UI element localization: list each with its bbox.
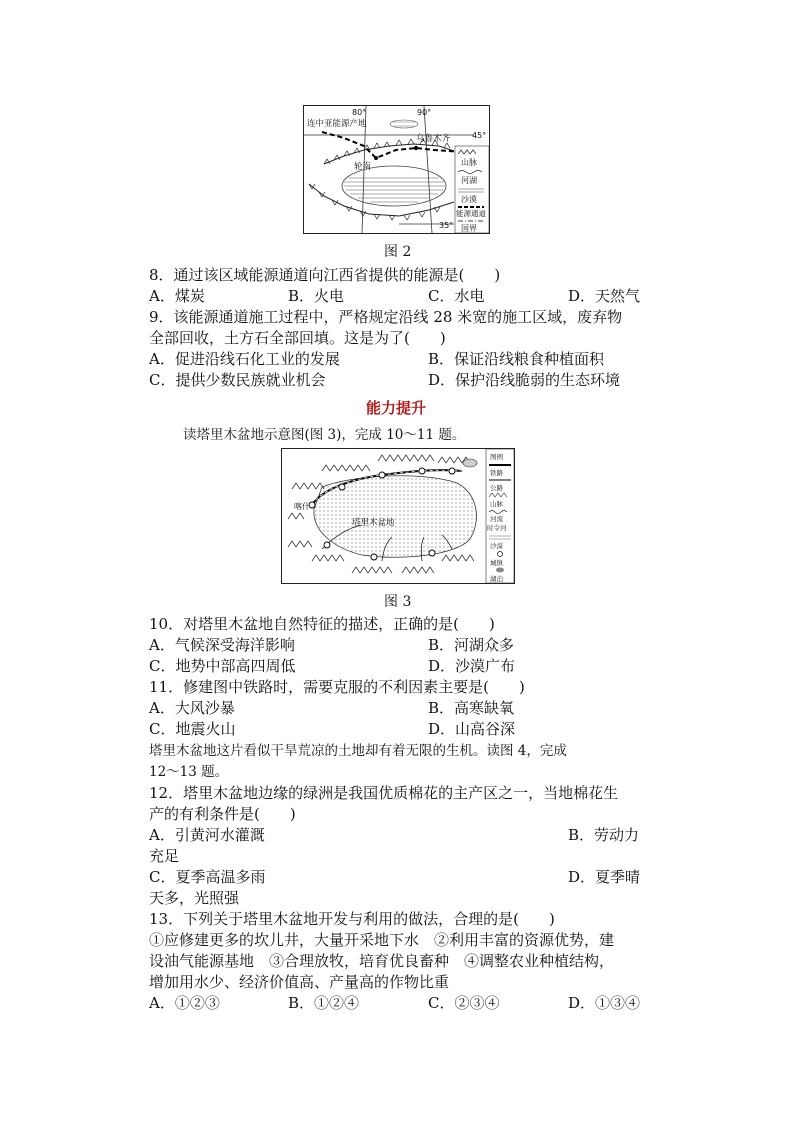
q11-option-b[interactable]: B．高寒缺氧 <box>428 699 515 717</box>
q8-option-a[interactable]: A．煤炭 <box>149 287 205 305</box>
fig2-legend <box>455 146 489 233</box>
q13-option-a[interactable]: A．①②③ <box>149 994 220 1012</box>
q12-stem-line1: 12．塔里木盆地边缘的绿洲是我国优质棉花的主产区之一，当地棉花生 <box>149 784 619 802</box>
figure-3-svg <box>282 449 514 583</box>
basin-label: 塔里木盆地 <box>352 518 395 528</box>
q10-option-d[interactable]: D．沙漠广布 <box>428 657 516 675</box>
fig2-legend-river: 河湖 <box>461 176 477 185</box>
fig3-legend-title: 图例 <box>490 453 503 461</box>
figure-2-svg <box>304 106 489 233</box>
fig3-legend-lake: 湖泊 <box>490 575 503 583</box>
q13-statement-line3: 增加用水少、经济价值高、产量高的作物比重 <box>149 973 450 991</box>
q9-option-b[interactable]: B．保证沿线粮食种植面积 <box>428 350 605 368</box>
q8-option-b[interactable]: B．火电 <box>288 287 345 305</box>
q11-option-a[interactable]: A．大风沙暴 <box>149 699 235 717</box>
desert-area <box>314 476 477 558</box>
q12-option-a[interactable]: A．引黄河水灌溉 <box>149 826 265 844</box>
q13-statement-line2: 设油气能源基地 ③合理放牧，培育优良畜种 ④调整农业种植结构， <box>149 952 615 970</box>
intro-q12-13-line1: 塔里木盆地这片看似干旱荒凉的土地却有着无限的生机。读图 4，完成 <box>149 743 567 759</box>
lake <box>390 120 418 128</box>
fig3-legend-mountain: 山脉 <box>490 500 503 508</box>
lon-90-label: 90° <box>417 108 432 117</box>
lat-35-label: 35° <box>439 221 454 230</box>
q11-option-c[interactable]: C．地震火山 <box>149 720 236 738</box>
fig2-legend-corridor: 能源通道 <box>456 209 486 218</box>
lon-90-line <box>424 106 432 233</box>
lon-80-label: 80° <box>352 108 367 117</box>
q9-option-a[interactable]: A．促进沿线石化工业的发展 <box>149 350 340 368</box>
q8-option-d[interactable]: D．天然气 <box>568 287 641 305</box>
q12-stem-line2: 产的有利条件是( ) <box>149 805 296 823</box>
q11-option-d[interactable]: D．山高谷深 <box>428 720 516 738</box>
fig2-legend-mountain: 山脉 <box>461 158 477 167</box>
q9-option-d[interactable]: D．保护沿线脆弱的生态环境 <box>428 371 621 389</box>
section-title: 能力提升 <box>366 399 427 417</box>
fig3-legend-river: 河流 <box>490 515 503 523</box>
q13-statement-line1: ①应修建更多的坎儿井，大量开采地下水 ②利用丰富的资源优势，建 <box>149 931 615 949</box>
fig3-legend-seasonal-river: 时令河 <box>487 524 507 532</box>
q12-option-b-part2: 充足 <box>149 847 180 865</box>
desert-basin <box>342 166 446 206</box>
figure-2-map <box>303 105 490 234</box>
q9-option-c[interactable]: C．提供少数民族就业机会 <box>149 371 326 389</box>
q10-option-a[interactable]: A．气候深受海洋影响 <box>149 636 295 654</box>
q10-option-b[interactable]: B．河湖众多 <box>428 636 515 654</box>
figure-2-caption: 图 2 <box>384 244 412 260</box>
q12-option-d-part1[interactable]: D．夏季晴 <box>568 868 641 886</box>
q13-option-d[interactable]: D．①③④ <box>568 994 641 1012</box>
lake <box>463 459 477 467</box>
q9-stem-line2: 全部回收，土方石全部回填。这是为了( ) <box>149 329 446 347</box>
q13-stem: 13．下列关于塔里木盆地开发与利用的做法，合理的是( ) <box>149 910 555 928</box>
q11-stem: 11．修建图中铁路时，需要克服的不利因素主要是( ) <box>149 678 525 696</box>
q10-option-c[interactable]: C．地势中部高四周低 <box>149 657 296 675</box>
fig2-legend-border: 国界 <box>461 224 477 233</box>
figure-3-caption: 图 3 <box>384 594 412 610</box>
q12-option-c[interactable]: C．夏季高温多雨 <box>149 868 266 886</box>
q12-option-d-part2: 天多，光照强 <box>149 889 240 907</box>
fig3-legend-desert: 沙漠 <box>490 542 503 550</box>
figure-3-map <box>281 448 515 584</box>
lat-45-label: 45° <box>472 131 487 140</box>
luntai-label: 轮南 <box>354 162 372 172</box>
kashgar-label: 喀什 <box>294 502 310 511</box>
urumqi-label: 乌鲁木齐 <box>416 134 451 144</box>
intro-q10-11: 读塔里木盆地示意图(图 3)，完成 10～11 题。 <box>183 427 466 443</box>
intro-q12-13-line2: 12～13 题。 <box>149 764 229 780</box>
fig3-legend-town: 城镇 <box>490 559 503 567</box>
q8-option-c[interactable]: C．水电 <box>428 287 485 305</box>
q13-option-c[interactable]: C．②③④ <box>428 994 500 1012</box>
q9-stem-line1: 9．该能源通道施工过程中，严格规定沿线 28 米宽的施工区域，废弃物 <box>149 308 623 326</box>
fig3-legend-railway: 铁路 <box>490 469 503 477</box>
source-label: 连中亚能源产地 <box>307 119 367 129</box>
fig3-legend-road: 公路 <box>490 484 503 492</box>
fig2-legend-desert: 沙漠 <box>461 195 477 204</box>
q8-stem: 8．通过该区域能源通道向江西省提供的能源是( ) <box>149 266 501 284</box>
q12-option-b-part1[interactable]: B．劳动力 <box>568 826 640 844</box>
q10-stem: 10．对塔里木盆地自然特征的描述，正确的是( ) <box>149 615 495 633</box>
q13-option-b[interactable]: B．①②④ <box>288 994 360 1012</box>
fig3-legend <box>486 449 514 583</box>
